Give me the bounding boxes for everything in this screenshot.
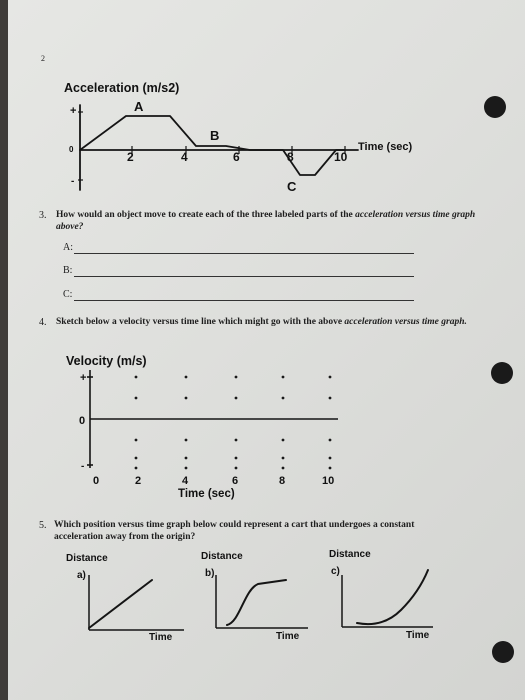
answer-a-line[interactable] [74,253,414,254]
option-a-graph [66,553,184,643]
segment-label-a: A [134,99,144,114]
velocity-xlabel: Time (sec) [178,488,235,500]
question-5-number: 5. [39,520,47,531]
page-number: 2 [41,54,45,63]
question-4-text-end: graph. [441,317,467,327]
acceleration-minus-label: - [71,176,75,187]
option-b-ylabel: Distance [201,551,243,562]
position-graph-options [8,540,525,650]
velocity-tick-0: 0 [93,475,100,487]
acceleration-plus-label: + [70,105,77,117]
acceleration-zero-label: 0 [69,145,74,154]
worksheet-page [8,0,525,700]
question-3-text-italic: acceleration versus time [355,210,450,220]
option-b-xlabel: Time [276,631,300,642]
velocity-tick-8: 8 [279,475,286,487]
option-c-graph [329,549,433,641]
option-b-graph [201,551,308,642]
option-b-letter: b) [205,568,215,579]
option-c-ylabel: Distance [329,549,371,560]
option-a-letter: a) [77,570,86,581]
velocity-tick-6: 6 [232,475,239,487]
answer-c-label: C: [63,289,73,300]
question-3-text-main: How would an object move to create each of the three labeled parts of the [56,210,353,220]
answer-c-line[interactable] [74,300,414,301]
option-c-letter: c) [331,566,340,577]
option-a-ylabel: Distance [66,553,108,564]
velocity-graph [8,360,525,510]
question-4-text-italic: acceleration versus time [344,317,439,327]
answer-b-label: B: [63,265,73,276]
acceleration-curve [80,116,344,175]
answer-b-line[interactable] [74,276,414,277]
segment-label-b: B [210,128,220,143]
acceleration-tick-10: 10 [334,150,348,164]
velocity-tick-2: 2 [135,475,142,487]
acceleration-graph [8,0,525,200]
question-4-number: 4. [39,317,47,328]
option-a-xlabel: Time [149,632,173,643]
answer-a-label: A: [63,242,73,253]
option-b-curve [227,580,286,625]
acceleration-graph-ylabel: Acceleration (m/s2) [64,81,180,95]
acceleration-tick-4: 4 [181,150,188,164]
velocity-tick-4: 4 [182,475,189,487]
velocity-tick-10: 10 [322,475,335,487]
option-a-curve [89,580,152,628]
option-c-curve [357,570,428,624]
question-3-text-end: graph above? [56,210,476,232]
acceleration-tick-8: 8 [287,150,294,164]
velocity-graph-ylabel: Velocity (m/s) [66,354,147,368]
acceleration-tick-6: 6 [233,150,240,164]
velocity-zero-label: 0 [79,415,86,427]
velocity-dot-grid [135,376,332,470]
segment-label-c: C [287,179,297,194]
acceleration-xlabel: Time (sec) [358,141,413,153]
question-3-number: 3. [39,210,47,221]
question-4-text [56,316,476,328]
acceleration-tick-2: 2 [127,150,134,164]
velocity-plus-label: + [80,372,87,384]
question-5-text: Which position versus time graph below could represent a cart that undergoes a constant acceleration away from the origin? [54,520,415,542]
question-4-text-main: Sketch below a velocity versus time line which might go with the above [56,317,343,327]
option-c-xlabel: Time [406,630,430,641]
question-3-text [56,209,476,233]
velocity-minus-label: - [81,461,85,472]
